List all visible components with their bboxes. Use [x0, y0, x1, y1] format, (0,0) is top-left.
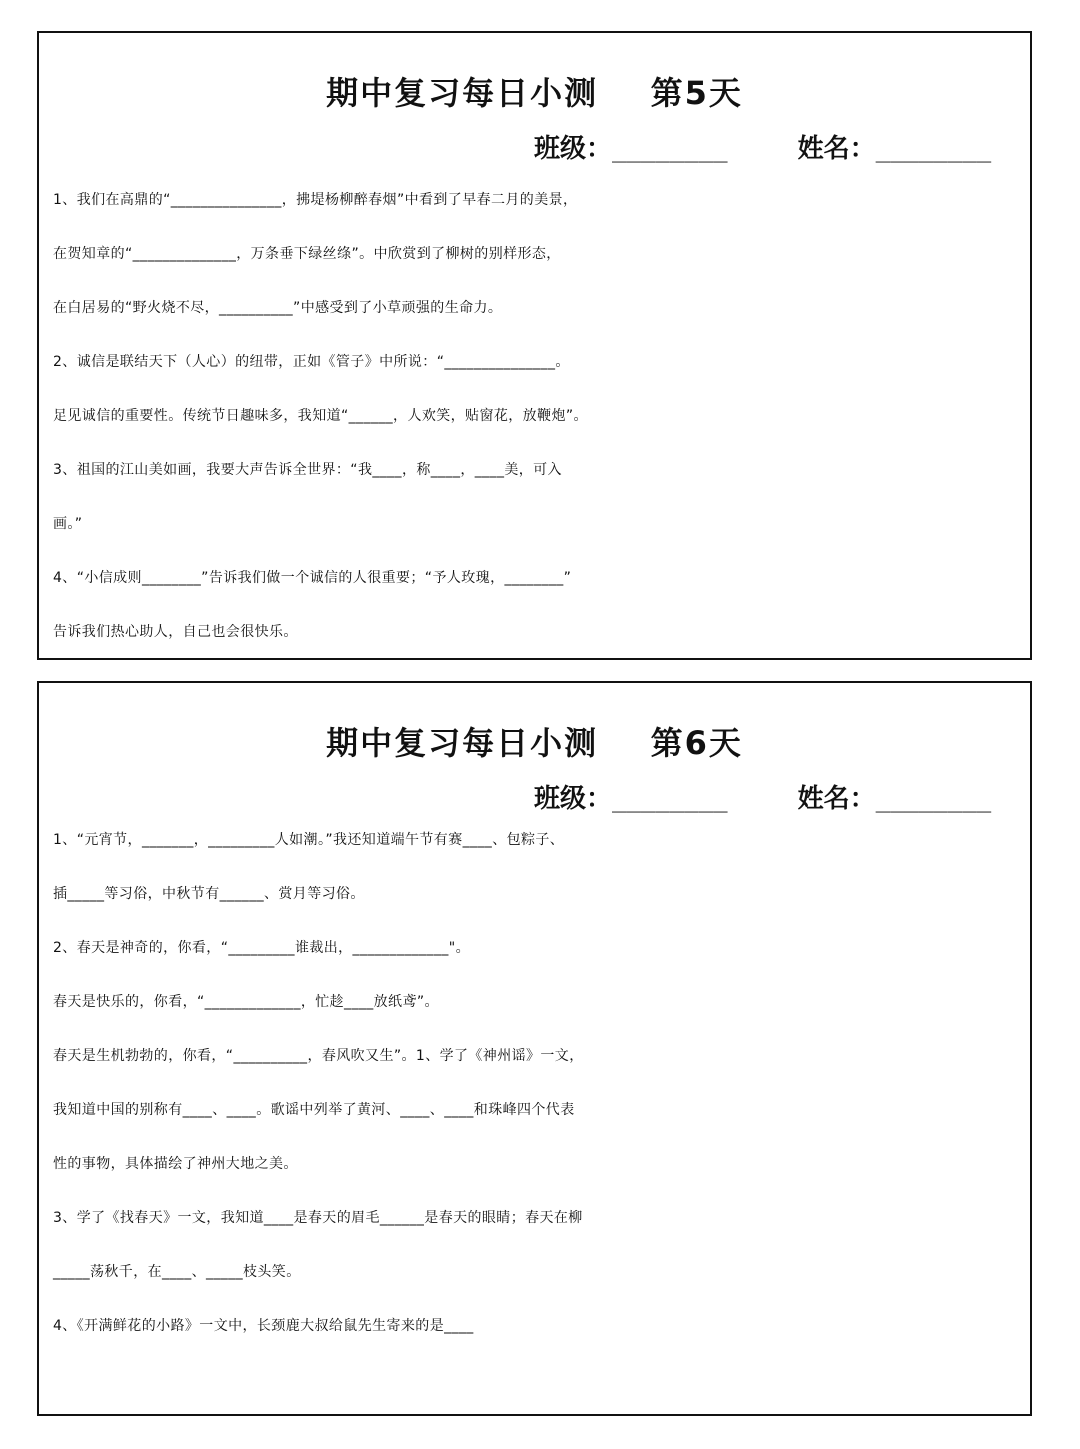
question-line: 4、“小信成则________”告诉我们做一个诚信的人很重要；“予人玫瑰，________”: [53, 570, 572, 586]
question-line: 3、祖国的江山美如画，我要大声告诉全世界：“我____，称____，____美，可入: [53, 462, 562, 478]
question-line: 春天是生机勃勃的，你看，“__________，春风吹又生”。1、学了《神州谣》一文，: [53, 1048, 584, 1064]
name-label: 姓名：: [797, 134, 876, 164]
question-line: 告诉我们热心助人，自己也会很快乐。: [53, 624, 298, 640]
name-field: [798, 781, 992, 817]
question-line: 4、《开满鲜花的小路》一文中，长颈鹿大叔给鼠先生寄来的是____: [53, 1318, 474, 1334]
class-blank[interactable]: ________: [612, 785, 728, 813]
question-line: 在白居易的“野火烧不尽，__________”中感受到了小草顽强的生命力。: [53, 300, 503, 316]
class-blank[interactable]: ________: [612, 135, 728, 163]
question-line: 1、我们在高鼎的“_______________，拂堤杨柳醉春烟”中看到了早春二月的美景，: [53, 192, 578, 208]
question-line: 性的事物，具体描绘了神州大地之美。: [53, 1156, 298, 1172]
student-info: [534, 781, 991, 817]
class-label: 班级：: [534, 784, 613, 814]
quiz-card-day5: [37, 31, 1032, 660]
class-field: [534, 781, 728, 817]
question-line: 春天是快乐的，你看，“_____________，忙趁____放纸鸢”。: [53, 994, 439, 1010]
quiz-title: 期中复习每日小测 第5天: [326, 74, 743, 112]
question-line: 插_____等习俗，中秋节有______、赏月等习俗。: [53, 886, 365, 902]
question-line: 2、诚信是联结天下（人心）的纽带，正如《管子》中所说：“_______________。: [53, 354, 570, 370]
quiz-card-day6: [37, 681, 1032, 1416]
question-line: _____荡秋千，在____、_____枝头笑。: [53, 1264, 301, 1280]
class-field: [534, 131, 728, 167]
question-line: 2、春天是神奇的，你看，“_________谁裁出，_____________"。: [53, 940, 470, 956]
question-line: 画。”: [53, 516, 83, 532]
question-line: 足见诚信的重要性。传统节日趣味多，我知道“______，人欢笑，贴窗花，放鞭炮”。: [53, 408, 588, 424]
question-line: 3、学了《找春天》一文，我知道____是春天的眉毛______是春天的眼睛；春天在柳: [53, 1210, 583, 1226]
name-label: 姓名：: [797, 784, 876, 814]
name-blank[interactable]: ________: [875, 135, 992, 163]
class-label: 班级：: [534, 134, 613, 164]
question-line: 1、“元宵节，_______，_________人如潮。”我还知道端午节有赛____、包粽子、: [53, 832, 565, 848]
name-field: [798, 131, 992, 167]
quiz-title: 期中复习每日小测 第6天: [326, 724, 743, 762]
student-info: [534, 131, 991, 167]
name-blank[interactable]: ________: [875, 785, 992, 813]
question-line: 我知道中国的别称有____、____。歌谣中列举了黄河、____、____和珠峰四个代表: [53, 1102, 575, 1118]
question-line: 在贺知章的“______________，万条垂下绿丝绦”。中欣赏到了柳树的别样形态，: [53, 246, 561, 262]
